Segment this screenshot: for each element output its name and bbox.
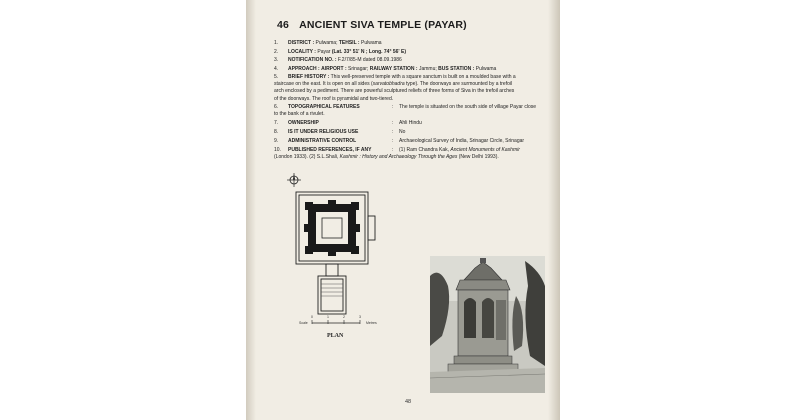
topography-label: TOPOGRAPHICAL FEATURES bbox=[288, 104, 360, 110]
row-number: 5. bbox=[274, 74, 279, 80]
history-term: sarvatobhadra bbox=[372, 81, 405, 88]
reference-text: (1) Ram Chandra Kak, bbox=[399, 147, 451, 153]
district-label: DISTRICT : bbox=[288, 40, 315, 46]
admin-control-label: ADMINISTRATIVE CONTROL bbox=[288, 138, 357, 144]
page-title bbox=[277, 19, 467, 31]
history-line: type). The doorways are surmounted by a trefoil bbox=[404, 81, 513, 88]
row-number: 3. bbox=[274, 57, 279, 63]
reference-title: Ancient Monuments of Kashmir bbox=[450, 147, 520, 153]
row-number: 6. bbox=[274, 104, 279, 110]
page-gutter-shadow bbox=[246, 0, 256, 420]
religious-use-label: IS IT UNDER RELIGIOUS USE bbox=[288, 129, 359, 135]
coordinates: (Lat. 33° 51' N ; Long. 74° 56' E) bbox=[331, 48, 406, 55]
airport-label: AIRPORT : bbox=[321, 65, 347, 72]
history-line: staircase on the east. It is open on all sides ( bbox=[274, 81, 373, 88]
topography-value: to the bank of a rivulet. bbox=[274, 111, 325, 118]
topography-value: The temple is situated on the south side of village Payar close bbox=[399, 104, 537, 110]
plan-caption: PLAN bbox=[327, 333, 344, 339]
references-label: PUBLISHED REFERENCES, IF ANY bbox=[288, 147, 372, 153]
reference-text: (London 1933). (2) S.L.Shali, bbox=[274, 154, 340, 161]
ownership-label: OWNERSHIP bbox=[288, 120, 319, 126]
temple-plan-drawing bbox=[288, 186, 388, 316]
separator: : bbox=[392, 138, 394, 144]
airport-value: Srinagar; bbox=[348, 65, 369, 72]
scale-unit: Metres bbox=[366, 321, 377, 325]
reference-text: (New Delhi 1993). bbox=[457, 154, 499, 161]
tehsil-value: Pulwama bbox=[360, 40, 382, 46]
row-number: 4. bbox=[274, 65, 279, 72]
separator: : bbox=[392, 120, 394, 126]
row-number: 8. bbox=[274, 129, 279, 135]
row-number: 9. bbox=[274, 138, 279, 144]
ownership-value: Ahli Hindu bbox=[399, 120, 422, 126]
notification-value: F.2/7/85-M dated 08.09.1986 bbox=[337, 57, 402, 63]
monument-name: ANCIENT SIVA TEMPLE (PAYAR) bbox=[299, 19, 467, 31]
temple-photograph bbox=[430, 256, 545, 393]
row-number: 1. bbox=[274, 40, 279, 46]
separator: : bbox=[392, 104, 394, 110]
locality-value: Payar bbox=[317, 48, 331, 55]
row-number: 10. bbox=[274, 147, 281, 153]
scale-tick: 0 bbox=[311, 315, 313, 319]
row-number: 2. bbox=[274, 48, 279, 55]
religious-use-value: No bbox=[399, 129, 406, 135]
railway-value: Jammu; bbox=[418, 65, 437, 72]
approach-label: APPROACH : bbox=[288, 65, 320, 72]
separator: : bbox=[392, 129, 394, 135]
entry-number: 46 bbox=[277, 19, 290, 31]
scale-tick: 2 bbox=[343, 315, 345, 319]
admin-control-value: Archaeological Survey of India, Srinagar Circle, Srinagar bbox=[399, 138, 525, 144]
tehsil-label: TEHSIL : bbox=[338, 40, 360, 46]
history-line: of the doorways. The roof is pyramidal and two-tiered. bbox=[274, 95, 394, 102]
history-line: This well-preserved temple with a square sanctum is built on a moulded base with a bbox=[330, 74, 516, 80]
scale-tick: 1 bbox=[327, 315, 329, 319]
page-number: 48 bbox=[405, 399, 412, 405]
history-label: BRIEF HISTORY : bbox=[288, 74, 330, 80]
history-line: arch enclosed by a pediment. There are powerful sculptured reliefs of three forms of Siva in the trefoil arches bbox=[274, 88, 515, 95]
scale-title: Scale bbox=[299, 321, 308, 325]
bus-label: BUS STATION : bbox=[438, 65, 475, 72]
scale-tick: 3 bbox=[359, 315, 361, 319]
locality-label: LOCALITY : bbox=[288, 48, 316, 55]
row-number: 7. bbox=[274, 120, 279, 126]
reference-title: Kashmir : History and Archaeology Through the Ages bbox=[339, 154, 458, 161]
separator: : bbox=[392, 147, 394, 153]
bus-value: Pulwama bbox=[475, 65, 497, 72]
notification-label: NOTIFICATION NO. : bbox=[288, 57, 337, 63]
district-value: Pulwama; bbox=[315, 40, 338, 46]
railway-label: RAILWAY STATION : bbox=[369, 65, 418, 72]
